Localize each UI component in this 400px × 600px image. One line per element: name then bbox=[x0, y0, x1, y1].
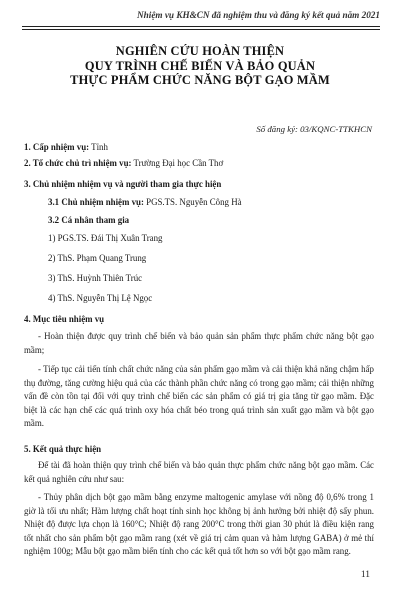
section-1-value: Tỉnh bbox=[89, 142, 108, 152]
section-5-heading: 5. Kết quả thực hiện bbox=[24, 444, 102, 454]
title-line-2: QUY TRÌNH CHẾ BIẾN VÀ BẢO QUẢN bbox=[84, 58, 316, 73]
results-paragraph: - Thủy phân dịch bột gạo mầm bằng enzyme maltogenic amylase với nồng độ 0,6% trong 1 giờ là tối ưu nhất; Hàm lượng chất hoạt tính sinh học không bị ảnh hưởng bởi nhiệt độ sấy phun. Nhiệt độ được lựa chọn là 160°C; Nhiệt độ rang 200°C trong thời gian 30 phút là điều kiện rang tốt nhất cho sản phẩm bột gạo mầm rang (xét về giá trị cảm quan và hàm lượng GABA) ở mẻ thí nghiệm 100g; Mẫu bột gạo mầm biến tính cho các kết quả tốt hơn so với bột gạo mầm rang. bbox=[24, 492, 374, 557]
objective-paragraph: - Tiếp tục cải tiến tính chất chức năng của sản phẩm gạo mầm và cải thiện khả năng chậm hấp thụ đường, tăng cường hiệu quả của các thành phần chức năng có trong gạo mầm; cải thiện những vấn đề còn tồn tại đối với quy trình chế biến các sản phẩm có giá trị gia tăng từ gạo mầm. Đặc biệt là các hạn chế các quá trình oxy hóa chất béo trong quá trình sản xuất gạo mầm và bột gạo mầm. bbox=[24, 364, 374, 429]
section-1-label: 1. Cấp nhiệm vụ: bbox=[24, 142, 90, 152]
member-item: 1) PGS.TS. Đái Thị Xuân Trang bbox=[48, 233, 163, 243]
running-header: Nhiệm vụ KH&CN đã nghiệm thu và đăng ký kết quả năm 2021 bbox=[137, 10, 380, 20]
section-3-2-heading: 3.2 Cá nhân tham gia bbox=[48, 215, 130, 225]
section-1 bbox=[24, 142, 108, 152]
section-3-1-value: PGS.TS. Nguyễn Công Hà bbox=[143, 197, 242, 207]
section-2 bbox=[24, 158, 223, 168]
section-3-heading: 3. Chủ nhiệm nhiệm vụ và người tham gia thực hiện bbox=[24, 179, 222, 189]
section-2-value: Trường Đại học Cần Thơ bbox=[131, 158, 224, 168]
title-line-1: NGHIÊN CỨU HOÀN THIỆN bbox=[115, 44, 285, 58]
header-rule bbox=[22, 26, 380, 27]
objective-paragraph: - Hoàn thiện được quy trình chế biến và bảo quản sản phẩm thực phẩm chức năng bột gạo mầm; bbox=[24, 331, 374, 355]
title-line-3: THỰC PHẨM CHỨC NĂNG BỘT GẠO MẦM bbox=[70, 73, 330, 87]
header-rule-thin bbox=[22, 29, 380, 30]
registration-number: Số đăng ký: 03/KQNC-TTKHCN bbox=[256, 124, 372, 134]
section-2-label: 2. Tổ chức chủ trì nhiệm vụ: bbox=[24, 158, 132, 168]
member-item: 2) ThS. Phạm Quang Trung bbox=[48, 253, 147, 263]
section-3-1 bbox=[48, 197, 242, 207]
member-item: 4) ThS. Nguyễn Thị Lệ Ngọc bbox=[48, 293, 153, 303]
page-number: 11 bbox=[360, 570, 370, 580]
results-paragraph: Để tài đã hoàn thiện quy trình chế biến và bảo quản thực phẩm chức năng bột gạo mầm. Các kết quả nghiên cứu như sau: bbox=[24, 460, 374, 484]
section-4-heading: 4. Mục tiêu nhiệm vụ bbox=[24, 314, 105, 324]
member-item: 3) ThS. Huỳnh Thiên Trúc bbox=[48, 273, 143, 283]
document-title bbox=[30, 44, 370, 88]
section-3-1-label: 3.1 Chủ nhiệm nhiệm vụ: bbox=[48, 197, 144, 207]
